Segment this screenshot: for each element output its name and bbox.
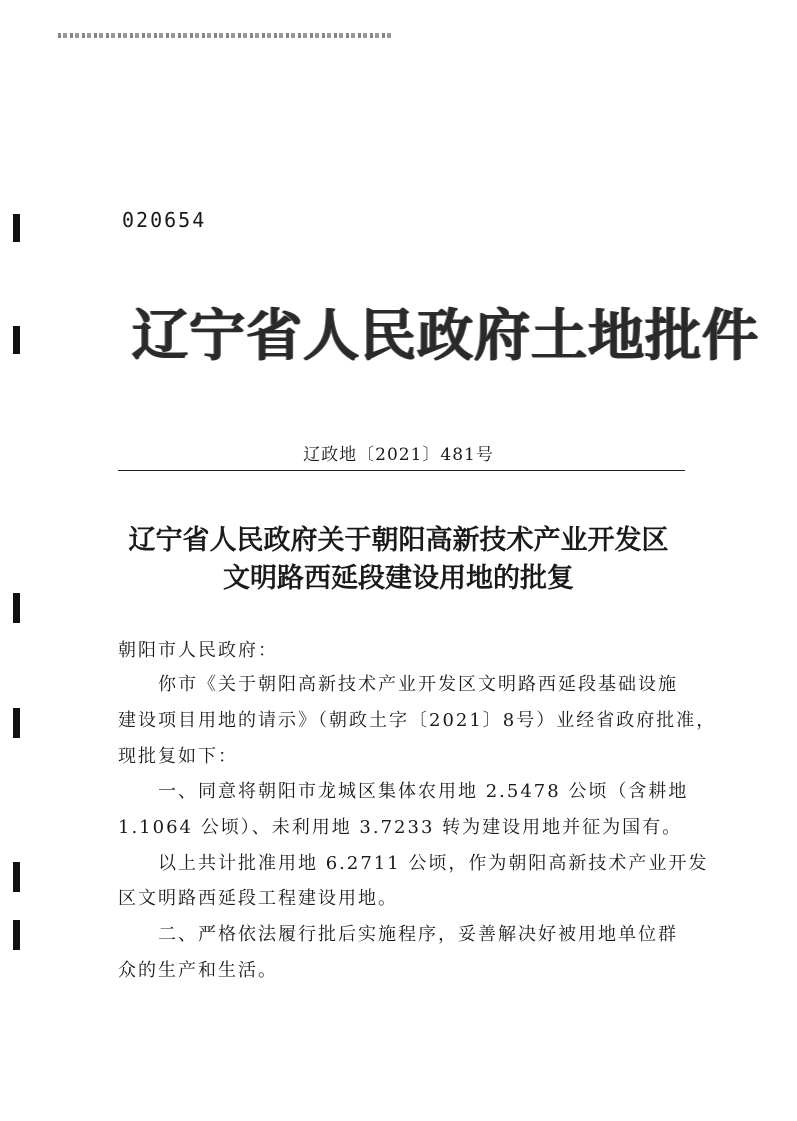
body-line: 你市《关于朝阳高新技术产业开发区文明路西延段基础设施 xyxy=(158,674,678,695)
body-line: 一、同意将朝阳市龙城区集体农用地 2.5478 公顷（含耕地 xyxy=(158,781,689,802)
body-line: 1.1064 公顷）、未利用地 3.7233 转为建设用地并征为国有。 xyxy=(118,817,683,838)
serial-number: 020654 xyxy=(122,208,207,232)
subject-line-1: 辽宁省人民政府关于朝阳高新技术产业开发区 xyxy=(128,525,669,556)
scan-edge-mark xyxy=(13,708,20,738)
salutation: 朝阳市人民政府： xyxy=(118,640,278,661)
document-header-title: 辽宁省人民政府土地批件 xyxy=(132,303,759,369)
subject-line-2: 文明路西延段建设用地的批复 xyxy=(223,563,574,594)
body-line: 二、严格依法履行批后实施程序，妥善解决好被用地单位群 xyxy=(158,924,678,945)
document-code: 辽政地〔2021〕481号 xyxy=(303,445,494,465)
body-line: 现批复如下： xyxy=(118,746,238,767)
scan-edge-mark xyxy=(13,862,20,892)
body-line: 众的生产和生活。 xyxy=(118,960,278,981)
body-line: 以上共计批准用地 6.2711 公顷，作为朝阳高新技术产业开发 xyxy=(158,853,709,874)
scan-edge-mark xyxy=(13,214,20,242)
scan-edge-mark xyxy=(13,920,20,950)
scan-edge-mark xyxy=(13,593,20,623)
body-line: 区文明路西延段工程建设用地。 xyxy=(118,888,398,909)
scan-edge-mark xyxy=(13,326,20,354)
body-line: 建设项目用地的请示》（朝政土字〔2021〕8号）业经省政府批准， xyxy=(118,710,717,731)
scan-noise xyxy=(58,33,393,38)
header-rule xyxy=(118,470,685,471)
